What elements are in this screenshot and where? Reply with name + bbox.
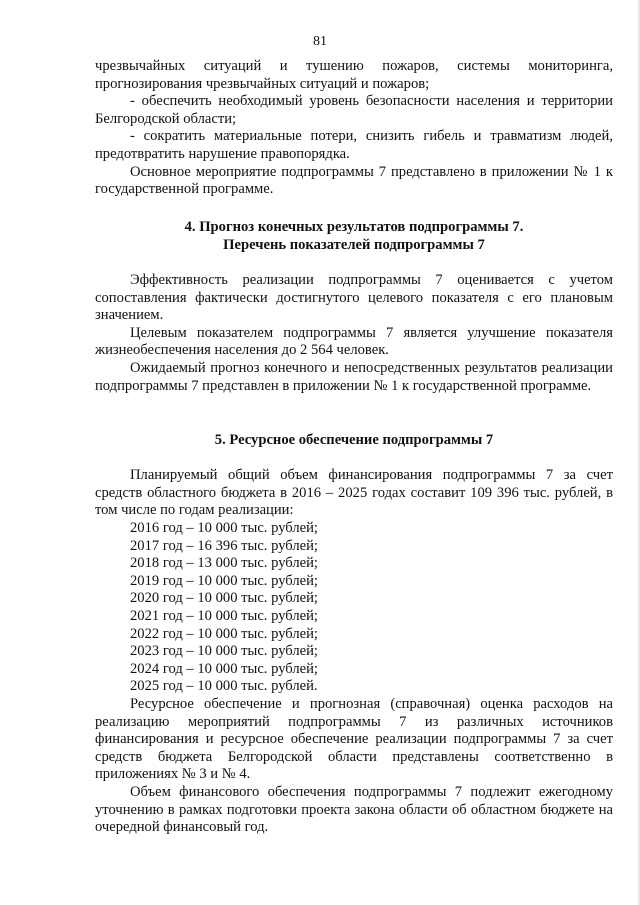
year-item: 2018 год – 13 000 тыс. рублей; [130,555,318,572]
section-4-body [95,272,613,395]
section-4-title-line-2: Перечень показателей подпрограммы 7 [223,237,485,253]
section-4-paragraph-1: Эффективность реализации подпрограммы 7 оценивается с учетом сопоставления фактически достигнутого целевого показателя с его плановым значением. [95,272,613,324]
year-item: 2024 год – 10 000 тыс. рублей; [130,660,318,677]
year-item: 2023 год – 10 000 тыс. рублей; [130,643,318,660]
funding-by-year-list [130,520,318,696]
year-item: 2017 год – 16 396 тыс. рублей; [130,537,318,554]
year-item: 2016 год – 10 000 тыс. рублей; [130,520,318,536]
year-item: 2022 год – 10 000 тыс. рублей; [130,625,318,642]
year-item: 2021 год – 10 000 тыс. рублей; [130,607,318,624]
section-5-paragraph-1: Планируемый общий объем финансирования подпрограммы 7 за счет средств областного бюджета в 2016 – 2025 годах составит 109 396 тыс. рублей, в том числе по годам реализации: [95,467,613,519]
intro-paragraph-2: - обеспечить необходимый уровень безопасности населения и территории Белгородской области; [95,93,613,127]
section-4-title-line-1: 4. Прогноз конечных результатов подпрограммы 7. [184,219,524,235]
section-5-title: 5. Ресурсное обеспечение подпрограммы 7 [214,432,494,448]
section-5-intro [95,467,613,520]
section-4-heading [95,218,613,254]
intro-paragraph-1: чрезвычайных ситуаций и тушению пожаров, системы мониторинга, прогнозирования чрезвычайных ситуаций и пожаров; [95,58,613,92]
section-5-body [95,696,613,837]
year-item: 2020 год – 10 000 тыс. рублей; [130,590,318,607]
intro-block [95,58,613,199]
section-5-paragraph-2: Ресурсное обеспечение и прогнозная (справочная) оценка расходов на реализацию мероприятий подпрограммы 7 из различных источников финансирования и ресурсное обеспечение реализации подпрограммы 7 за счет средств бюджета Белгородской области представлены соответственно в приложениях № 3 и № 4. [95,696,613,783]
section-5-paragraph-3: Объем финансового обеспечения подпрограммы 7 подлежит ежегодному уточнению в рамках подготовки проекта закона области об областном бюджете на очередной финансовый год. [95,783,613,836]
section-4-paragraph-3: Ожидаемый прогноз конечного и непосредственных результатов реализации подпрограммы 7 представлен в приложении № 1 к государственной программе. [95,359,613,394]
intro-paragraph-4: Основное мероприятие подпрограммы 7 представлено в приложении № 1 к государственной программе. [95,163,613,198]
year-item: 2019 год – 10 000 тыс. рублей; [130,572,318,589]
page-number: 81 [313,34,327,49]
section-4-paragraph-2: Целевым показателем подпрограммы 7 является улучшение показателя жизнеобеспечения населения до 2 564 человек. [95,324,613,359]
section-5-heading [95,431,613,449]
intro-paragraph-3: - сократить материальные потери, снизить гибель и травматизм людей, предотвратить нарушение правопорядка. [95,128,613,162]
year-item: 2025 год – 10 000 тыс. рублей. [130,678,318,695]
